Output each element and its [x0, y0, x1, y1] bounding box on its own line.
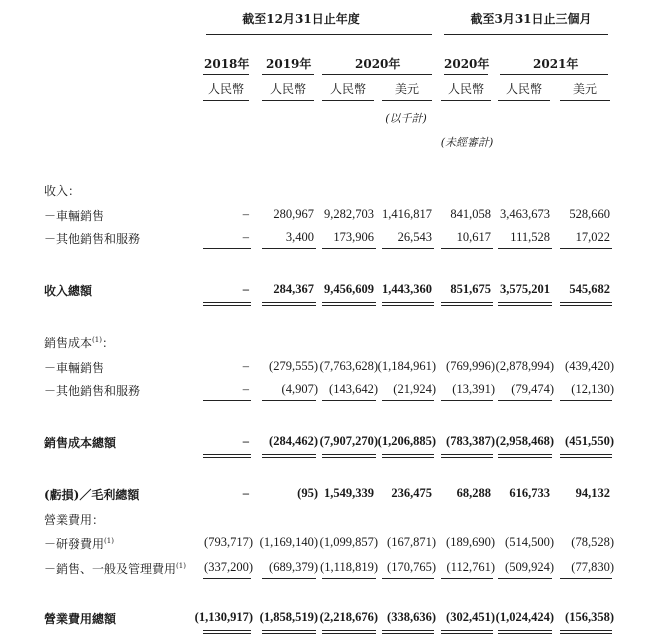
value-cell: –: [242, 382, 249, 396]
value-cell: (143,642): [329, 382, 378, 396]
footnote-marker: (1): [104, 537, 114, 545]
total-double-rule: [262, 630, 316, 631]
value-cell: (77,830): [571, 560, 614, 574]
total-double-rule: [560, 454, 612, 455]
value-cell: –: [242, 486, 249, 500]
currency-rule-0: [203, 100, 249, 101]
row-label: [44, 486, 139, 503]
value-cell: (156,358): [565, 610, 614, 624]
total-double-rule: [262, 305, 316, 306]
subtotal-rule: [382, 248, 434, 249]
value-cell: 1,443,360: [382, 282, 432, 296]
currency-2: 人民幣: [329, 82, 366, 96]
header-group-annual: 截至12月31日止年度: [242, 12, 360, 26]
year-rule-2018: [203, 74, 249, 75]
value-cell: 94,132: [575, 486, 610, 500]
value-cell: 280,967: [273, 207, 314, 221]
subtotal-rule: [560, 400, 612, 401]
currency-6: 美元: [572, 82, 597, 96]
value-cell: (337,200): [204, 560, 253, 574]
row-label: [44, 434, 116, 451]
value-cell: (514,500): [505, 535, 554, 549]
value-cell: (170,765): [387, 560, 436, 574]
value-cell: –: [242, 230, 249, 244]
currency-3: 美元: [394, 82, 419, 96]
total-double-rule: [322, 630, 376, 631]
subtotal-rule: [322, 400, 376, 401]
row-label: [44, 207, 104, 224]
total-double-rule: [382, 630, 434, 631]
value-cell: 111,528: [510, 230, 550, 244]
value-cell: (1,099,857): [319, 535, 378, 549]
total-double-rule: [262, 457, 316, 458]
total-double-rule: [382, 305, 434, 306]
value-cell: 851,675: [450, 282, 491, 296]
subtotal-rule: [441, 400, 493, 401]
value-cell: (7,907,270): [319, 434, 378, 448]
row-label-text: 收入總額: [44, 284, 93, 298]
subtotal-rule: [203, 248, 251, 249]
total-double-rule: [203, 302, 251, 303]
value-cell: (279,555): [269, 359, 318, 373]
total-double-rule: [382, 457, 434, 458]
total-double-rule: [560, 305, 612, 306]
value-cell: (2,878,994): [495, 359, 554, 373]
total-double-rule: [203, 305, 251, 306]
value-cell: (78,528): [571, 535, 614, 549]
subtotal-rule: [203, 578, 251, 579]
value-cell: (189,690): [446, 535, 495, 549]
currency-rule-6: [560, 100, 610, 101]
value-cell: (79,474): [511, 382, 554, 396]
value-cell: 528,660: [569, 207, 610, 221]
currency-rule-1: [262, 100, 314, 101]
value-cell: (284,462): [269, 434, 318, 448]
value-cell: (2,218,676): [319, 610, 378, 624]
value-cell: 9,456,609: [324, 282, 374, 296]
currency-4: 人民幣: [447, 82, 484, 96]
value-cell: (1,858,519): [259, 610, 318, 624]
row-label-text: 銷售成本總額: [44, 436, 117, 450]
row-label-text: －其他銷售和服務: [44, 232, 141, 246]
value-cell: (439,420): [565, 359, 614, 373]
subtotal-rule: [441, 248, 493, 249]
row-label-suffix: ：: [101, 336, 114, 350]
row-label: [44, 282, 92, 299]
row-label-text: 營業費用：: [44, 513, 105, 527]
value-cell: (2,958,468): [495, 434, 554, 448]
value-cell: 841,058: [450, 207, 491, 221]
value-cell: (12,130): [571, 382, 614, 396]
total-double-rule: [441, 302, 493, 303]
year-rule-2019: [262, 74, 314, 75]
year-2020-q: 2020年: [444, 57, 490, 71]
total-double-rule: [441, 457, 493, 458]
footnote-marker: (1): [92, 336, 102, 344]
header-rule-annual: [206, 34, 432, 35]
value-cell: (7,763,628): [319, 359, 378, 373]
total-double-rule: [382, 633, 434, 634]
total-double-rule: [322, 454, 376, 455]
value-cell: 3,575,201: [500, 282, 550, 296]
total-double-rule: [441, 633, 493, 634]
total-double-rule: [203, 633, 251, 634]
value-cell: (509,924): [505, 560, 554, 574]
row-label: [44, 511, 104, 528]
total-double-rule: [498, 454, 552, 455]
total-double-rule: [203, 457, 251, 458]
value-cell: –: [242, 207, 249, 221]
value-cell: (302,451): [446, 610, 495, 624]
value-cell: (167,871): [387, 535, 436, 549]
value-cell: (1,206,885): [377, 434, 436, 448]
value-cell: 9,282,703: [324, 207, 374, 221]
header-rule-quarterly: [444, 34, 608, 35]
total-double-rule: [322, 633, 376, 634]
row-label: [44, 535, 114, 552]
row-label: [44, 359, 104, 376]
total-double-rule: [262, 633, 316, 634]
value-cell: (338,636): [387, 610, 436, 624]
value-cell: –: [242, 282, 249, 296]
row-label-text: 收入：: [44, 184, 81, 198]
total-double-rule: [441, 630, 493, 631]
total-double-rule: [498, 305, 552, 306]
total-double-rule: [560, 633, 612, 634]
year-rule-2021-q: [500, 74, 608, 75]
total-double-rule: [262, 454, 316, 455]
value-cell: 1,416,817: [382, 207, 432, 221]
value-cell: (1,024,424): [495, 610, 554, 624]
row-label-text: 銷售成本: [44, 336, 93, 350]
year-2021-q: 2021年: [533, 57, 579, 71]
row-label: [44, 182, 80, 199]
header-group-quarterly: 截至3月31日止三個月: [470, 12, 592, 26]
value-cell: (1,184,961): [377, 359, 436, 373]
row-label-text: －車輛銷售: [44, 209, 105, 223]
value-cell: 68,288: [456, 486, 491, 500]
subtotal-rule: [322, 248, 376, 249]
row-label-text: 營業費用總額: [44, 612, 117, 626]
total-double-rule: [203, 630, 251, 631]
currency-rule-2: [322, 100, 374, 101]
value-cell: (1,169,140): [259, 535, 318, 549]
total-double-rule: [322, 302, 376, 303]
subtotal-rule: [382, 400, 434, 401]
value-cell: 236,475: [391, 486, 432, 500]
subtotal-rule: [560, 578, 612, 579]
value-cell: (4,907): [281, 382, 318, 396]
value-cell: (13,391): [452, 382, 495, 396]
year-2019: 2019年: [266, 57, 312, 71]
currency-rule-3: [382, 100, 432, 101]
note-thousands: (以千計): [385, 112, 427, 125]
value-cell: (1,118,819): [320, 560, 378, 574]
subtotal-rule: [498, 248, 552, 249]
total-double-rule: [322, 457, 376, 458]
total-double-rule: [560, 630, 612, 631]
value-cell: 26,543: [397, 230, 432, 244]
row-label-text: －研發費用: [44, 537, 105, 551]
value-cell: –: [242, 359, 249, 373]
subtotal-rule: [560, 248, 612, 249]
total-double-rule: [382, 302, 434, 303]
value-cell: 545,682: [569, 282, 610, 296]
value-cell: 3,400: [285, 230, 314, 244]
subtotal-rule: [498, 400, 552, 401]
value-cell: (1,130,917): [194, 610, 253, 624]
value-cell: (793,717): [204, 535, 253, 549]
currency-0: 人民幣: [207, 82, 244, 96]
value-cell: (95): [297, 486, 318, 500]
year-2020: 2020年: [355, 57, 401, 71]
subtotal-rule: [322, 578, 376, 579]
total-double-rule: [560, 302, 612, 303]
total-double-rule: [560, 457, 612, 458]
value-cell: 284,367: [273, 282, 314, 296]
value-cell: (769,996): [446, 359, 495, 373]
value-cell: (783,387): [446, 434, 495, 448]
subtotal-rule: [262, 578, 316, 579]
value-cell: 3,463,673: [500, 207, 550, 221]
row-label: [44, 334, 114, 351]
year-rule-2020: [322, 74, 432, 75]
subtotal-rule: [203, 400, 251, 401]
value-cell: 616,733: [509, 486, 550, 500]
total-double-rule: [498, 630, 552, 631]
total-double-rule: [441, 454, 493, 455]
value-cell: (21,924): [393, 382, 436, 396]
subtotal-rule: [262, 248, 316, 249]
value-cell: 17,022: [575, 230, 610, 244]
value-cell: (112,761): [446, 560, 495, 574]
total-double-rule: [322, 305, 376, 306]
subtotal-rule: [262, 400, 316, 401]
row-label: [44, 610, 116, 627]
note-unaudited: (未經審計): [440, 136, 494, 149]
currency-rule-5: [498, 100, 550, 101]
year-2018: 2018年: [204, 57, 250, 71]
currency-rule-4: [441, 100, 491, 101]
currency-5: 人民幣: [505, 82, 542, 96]
total-double-rule: [203, 454, 251, 455]
row-label: [44, 230, 140, 247]
total-double-rule: [262, 302, 316, 303]
row-label-text: －車輛銷售: [44, 361, 105, 375]
subtotal-rule: [441, 578, 493, 579]
total-double-rule: [498, 633, 552, 634]
value-cell: 10,617: [456, 230, 491, 244]
total-double-rule: [382, 454, 434, 455]
subtotal-rule: [498, 578, 552, 579]
total-double-rule: [498, 457, 552, 458]
total-double-rule: [498, 302, 552, 303]
row-label-text: (虧損)／毛利總額: [44, 488, 140, 502]
footnote-marker: (1): [176, 562, 186, 570]
total-double-rule: [441, 305, 493, 306]
subtotal-rule: [382, 578, 434, 579]
year-rule-2020-q: [444, 74, 488, 75]
currency-1: 人民幣: [269, 82, 306, 96]
row-label-text: －其他銷售和服務: [44, 384, 141, 398]
row-label-text: －銷售、一般及管理費用: [44, 562, 177, 576]
value-cell: –: [242, 434, 249, 448]
value-cell: (451,550): [565, 434, 614, 448]
value-cell: 173,906: [333, 230, 374, 244]
value-cell: (689,379): [269, 560, 318, 574]
row-label: [44, 382, 140, 399]
value-cell: 1,549,339: [324, 486, 374, 500]
